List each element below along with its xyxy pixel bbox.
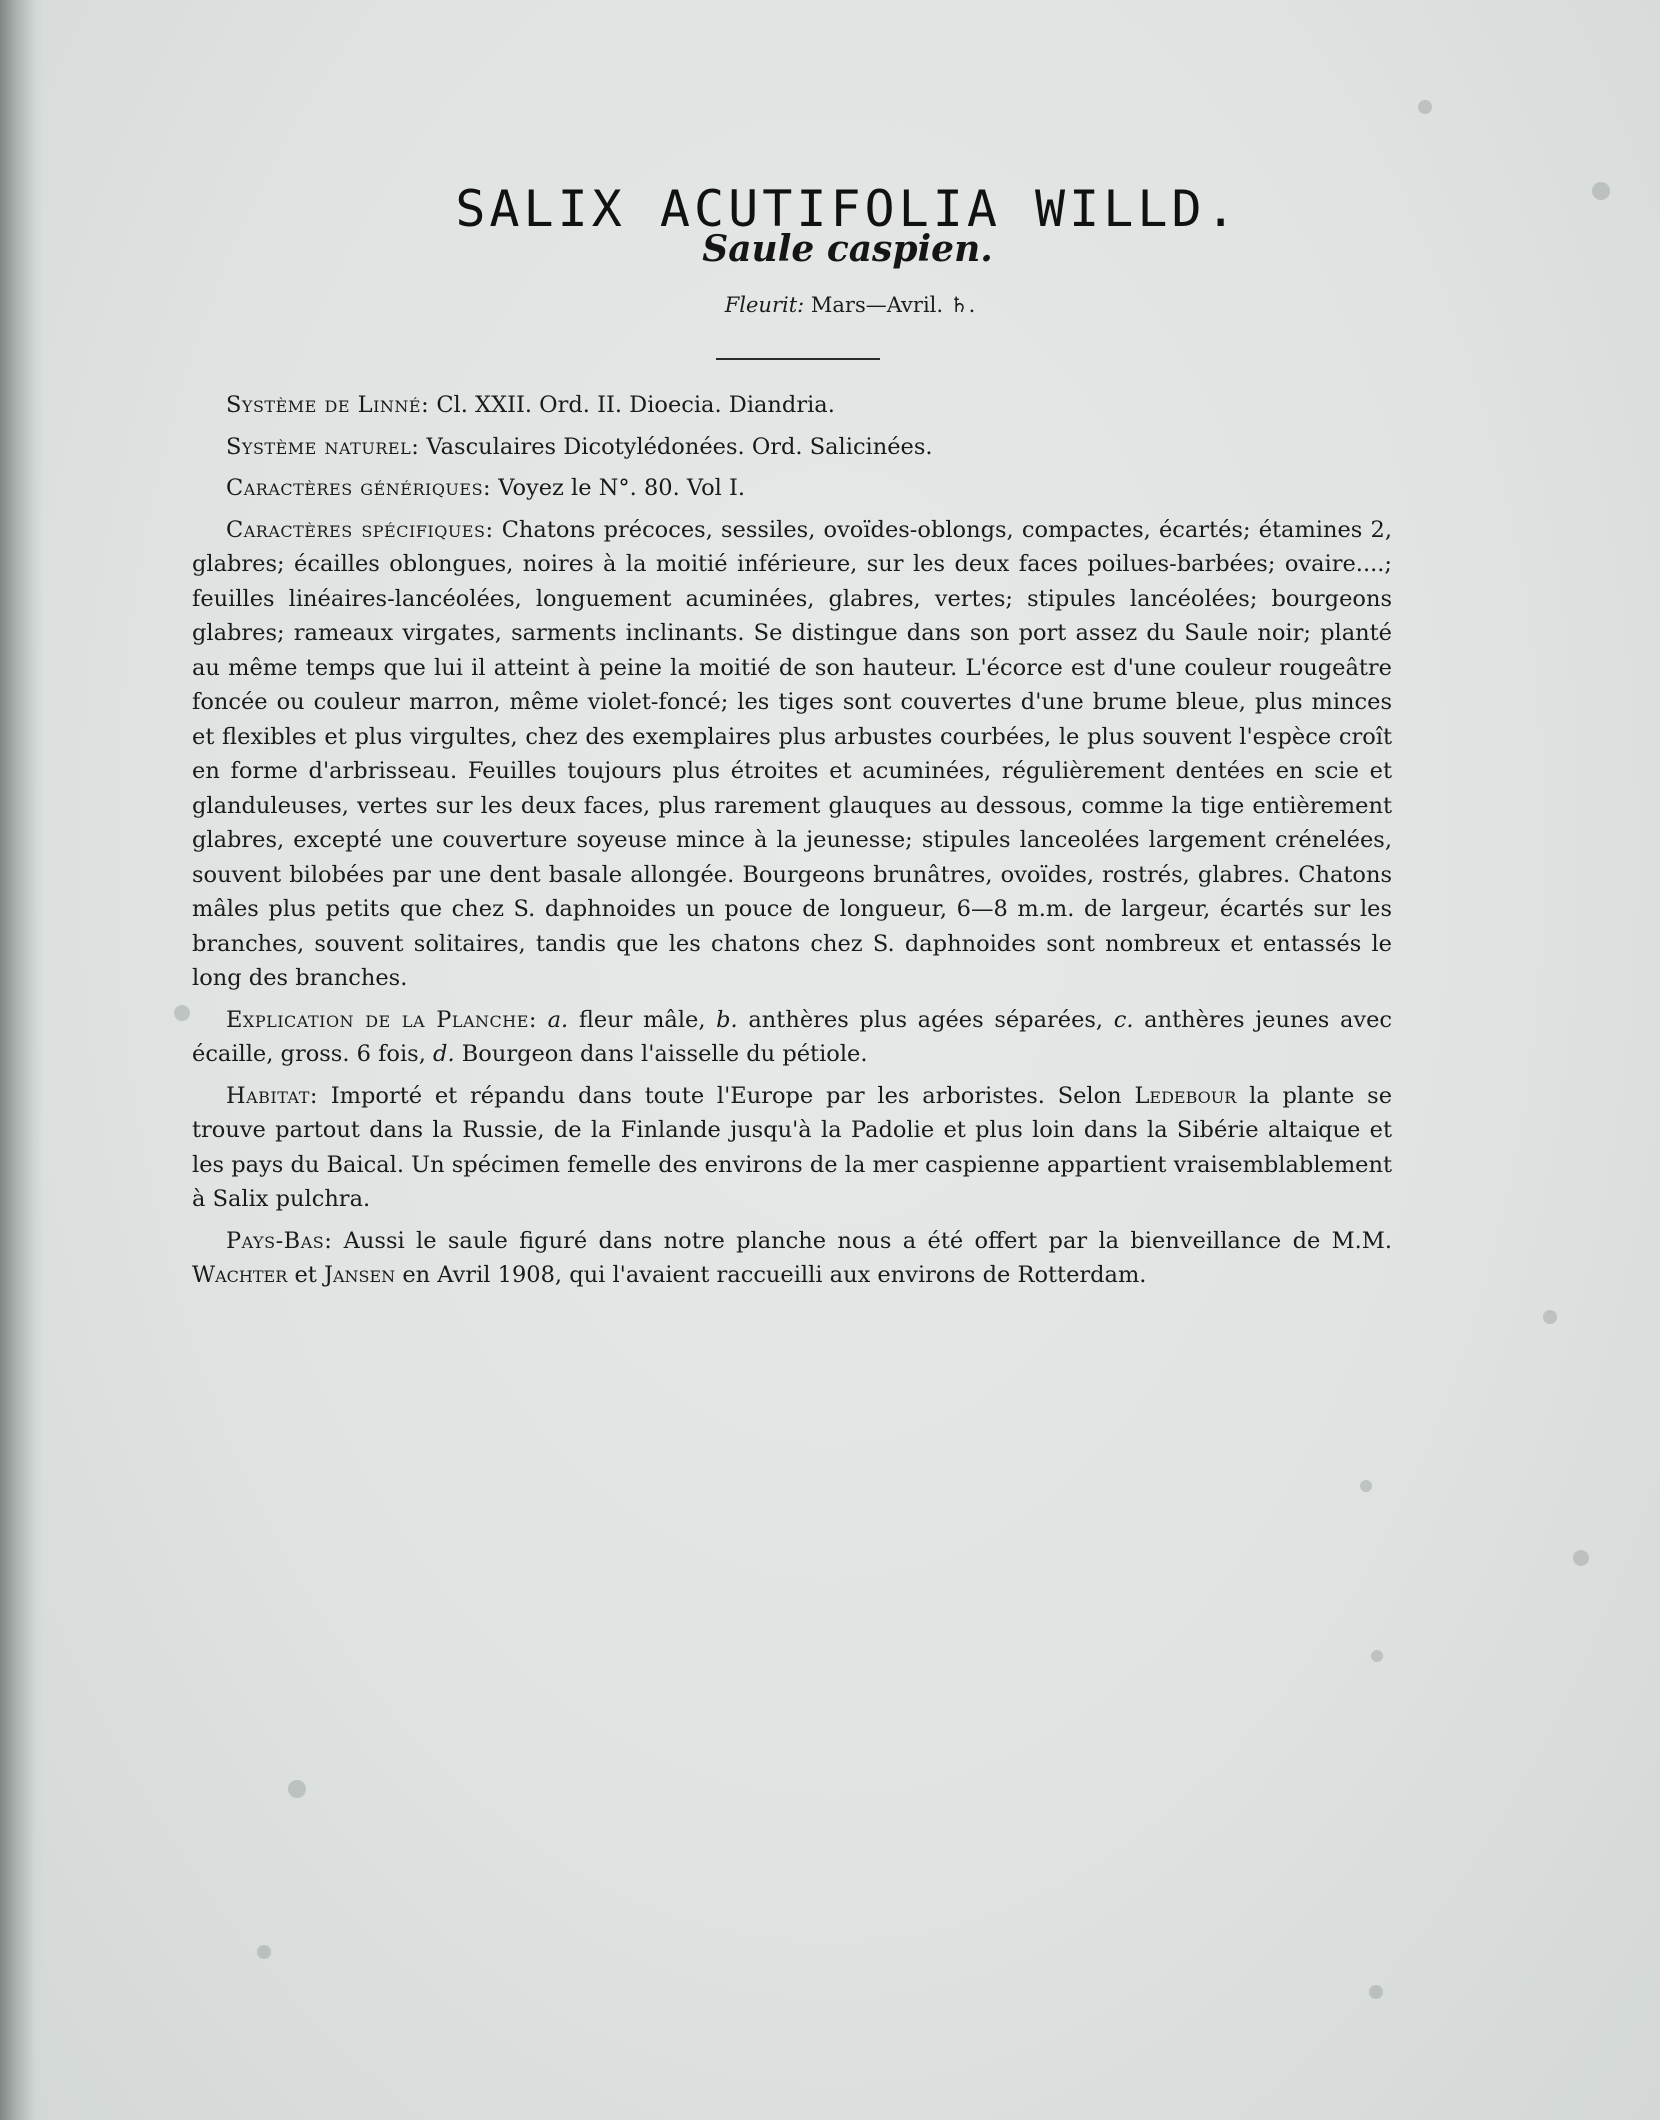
figure-key-b: b. (716, 1006, 738, 1033)
paper-speck (1369, 1985, 1383, 1999)
flowering-value: Mars—Avril. (810, 293, 944, 317)
section-label: Système naturel: (226, 433, 420, 460)
section-text: Cl. XXII. Ord. II. Dioecia. Diandria. (436, 392, 835, 418)
section-text: Chatons précoces, sessiles, ovoïdes-oblongs, compactes, écartés; étamines 2, glabres; écailles oblongues, noires à la moitié inférieure, sur les deux faces poilues-barbées; ovaire....; feuilles linéaires-lancéolées, longuement acuminées, glabres, vertes; stipules lancéolées; bourgeons glabres; rameaux virgates, sarments inclinants. Se distingue dans son port assez du Saule noir; planté au même temps que lui il atteint à peine la moitié de son hauteur. L'écorce est d'une couleur rougeâtre foncée ou couleur marron, même violet-foncé; les tiges sont couvertes d'une brume bleue, plus minces et flexibles et plus virgultes, chez des exemplaires plus arbustes courbées, le plus souvent l'espèce croît en forme d'arbrisseau. Feuilles toujours plus étroites et acuminées, régulièrement dentées en scie et glanduleuses, vertes sur les deux faces, plus rarement glauques au dessous, comme la tige entièrement glabres, excepté une couverture soyeuse mince à la jeunesse; stipules lanceolées largement crénelées, souvent bilobées par une dent basale allongée. Bourgeons brunâtres, ovoïdes, rostrés, glabres. Chatons mâles plus petits que chez S. daphnoides un pouce de longueur, 6—8 m.m. de largeur, écartés sur les branches, souvent solitaires, tandis que les chatons chez S. daphnoides sont nombreux et entassés le long des branches. (192, 516, 1392, 991)
description-body (192, 388, 1392, 1300)
paper-speck (1543, 1310, 1557, 1324)
section-explication (192, 1003, 1392, 1072)
section-label: Habitat: (226, 1082, 318, 1109)
paper-speck (1360, 1480, 1372, 1492)
figure-text-a: fleur mâle, (578, 1006, 706, 1033)
section-text: Aussi le saule figuré dans notre planche nous a été offert par la bienveillance de M.M. (343, 1227, 1393, 1254)
section-text: Voyez le N°. 80. Vol I. (498, 475, 746, 501)
page-title: SALIX ACUTIFOLIA WILLD. (455, 179, 1240, 238)
section-habitat (192, 1079, 1392, 1217)
paper-speck (257, 1945, 271, 1959)
figure-key-c: c. (1113, 1006, 1134, 1033)
section-text: Vasculaires Dicotylédonées. Ord. Salicinées. (426, 433, 933, 460)
section-pays-bas (192, 1224, 1392, 1293)
conjunction: et (294, 1262, 317, 1288)
paper-speck (1573, 1550, 1589, 1566)
figure-text-d: Bourgeon dans l'aisselle du pétiole. (461, 1041, 868, 1067)
common-name: Saule caspien. (702, 228, 993, 270)
figure-key-a: a. (547, 1006, 569, 1033)
book-spine-shadow (0, 0, 44, 2120)
title-divider (716, 358, 880, 360)
section-label: Caractères génériques: (226, 475, 492, 501)
section-text: la plante se trouve partout dans la Russie, de la Finlande jusqu'à la Padolie et plus loin dans la Sibérie altaique et les pays du Baical. Un spécimen femelle des environs de la mer caspienne appartient vraisemblablement à Salix pulchra. (192, 1082, 1393, 1212)
section-generiques (226, 471, 1392, 506)
section-naturel (226, 430, 1392, 465)
section-label: Explication de la Planche: (226, 1006, 537, 1033)
flowering-label: Fleurit: (724, 293, 805, 317)
section-label: Pays-Bas: (226, 1227, 333, 1254)
paper-speck (1418, 100, 1432, 114)
section-text: Importé et répandu dans toute l'Europe par les arboristes. Selon (330, 1082, 1122, 1109)
section-label: Caractères spécifiques: (226, 516, 494, 543)
paper-speck (174, 1005, 190, 1021)
section-text: en Avril 1908, qui l'avaient raccueilli aux environs de Rotterdam. (402, 1262, 1147, 1288)
figure-text-b: anthères plus agées séparées, (748, 1006, 1104, 1033)
section-linne (226, 388, 1392, 423)
contributor-name: Jansen (323, 1262, 396, 1288)
contributor-name: Wachter (192, 1262, 288, 1288)
section-label: Système de Linné: (226, 392, 430, 418)
section-specifiques (192, 513, 1392, 996)
shrub-symbol: ♄. (949, 293, 976, 317)
paper-speck (288, 1780, 306, 1798)
figure-key-d: d. (433, 1041, 455, 1067)
paper-speck (1371, 1650, 1383, 1662)
author-name: Ledebour (1134, 1082, 1237, 1109)
figure-text-c: anthères jeunes avec écaille, gross. 6 fois, (192, 1006, 1393, 1067)
flowering-line (0, 293, 1660, 317)
